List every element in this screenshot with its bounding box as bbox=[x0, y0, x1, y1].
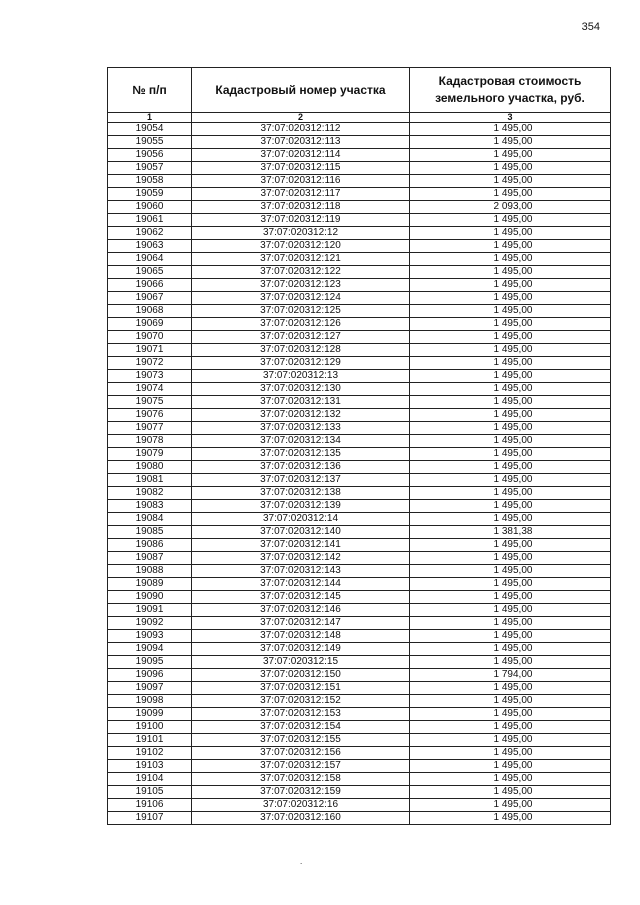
table-row bbox=[108, 682, 611, 695]
table-row bbox=[108, 630, 611, 643]
cadastral-number-cell: 37:07:020312:16 bbox=[192, 799, 410, 812]
table-row bbox=[108, 396, 611, 409]
cadastral-number-cell: 37:07:020312:153 bbox=[192, 708, 410, 721]
table-row bbox=[108, 461, 611, 474]
cadastral-cost-cell: 1 381,38 bbox=[410, 526, 611, 539]
table-row bbox=[108, 565, 611, 578]
cadastral-number-cell: 37:07:020312:154 bbox=[192, 721, 410, 734]
cadastral-number-cell: 37:07:020312:131 bbox=[192, 396, 410, 409]
row-number-cell: 19054 bbox=[108, 123, 192, 136]
table-row bbox=[108, 448, 611, 461]
cadastral-cost-cell: 1 495,00 bbox=[410, 500, 611, 513]
cadastral-cost-cell: 1 495,00 bbox=[410, 682, 611, 695]
cadastral-number-cell: 37:07:020312:134 bbox=[192, 435, 410, 448]
cadastral-number-cell: 37:07:020312:123 bbox=[192, 279, 410, 292]
row-number-cell: 19057 bbox=[108, 162, 192, 175]
cadastral-number-cell: 37:07:020312:136 bbox=[192, 461, 410, 474]
cadastral-cost-cell: 1 495,00 bbox=[410, 773, 611, 786]
row-number-cell: 19067 bbox=[108, 292, 192, 305]
cadastral-cost-cell: 1 495,00 bbox=[410, 760, 611, 773]
row-number-cell: 19065 bbox=[108, 266, 192, 279]
cadastral-cost-cell: 1 495,00 bbox=[410, 591, 611, 604]
table-row bbox=[108, 318, 611, 331]
table-row bbox=[108, 786, 611, 799]
cadastral-number-cell: 37:07:020312:117 bbox=[192, 188, 410, 201]
row-number-cell: 19096 bbox=[108, 669, 192, 682]
cadastral-cost-cell: 1 495,00 bbox=[410, 708, 611, 721]
table-row bbox=[108, 812, 611, 825]
cadastral-number-cell: 37:07:020312:149 bbox=[192, 643, 410, 656]
cadastral-cost-cell: 1 495,00 bbox=[410, 617, 611, 630]
cadastral-cost-cell: 1 495,00 bbox=[410, 578, 611, 591]
cadastral-number-cell: 37:07:020312:115 bbox=[192, 162, 410, 175]
cadastral-cost-cell: 1 495,00 bbox=[410, 643, 611, 656]
row-number-cell: 19072 bbox=[108, 357, 192, 370]
row-number-cell: 19095 bbox=[108, 656, 192, 669]
row-number-cell: 19061 bbox=[108, 214, 192, 227]
row-number-cell: 19070 bbox=[108, 331, 192, 344]
cadastral-cost-cell: 1 495,00 bbox=[410, 812, 611, 825]
row-number-cell: 19102 bbox=[108, 747, 192, 760]
row-number-cell: 19078 bbox=[108, 435, 192, 448]
cadastral-number-cell: 37:07:020312:152 bbox=[192, 695, 410, 708]
column-index-row bbox=[108, 113, 611, 123]
cadastral-cost-cell: 1 495,00 bbox=[410, 409, 611, 422]
cadastral-value-table bbox=[107, 67, 611, 825]
table-row bbox=[108, 331, 611, 344]
table-row bbox=[108, 370, 611, 383]
table-row bbox=[108, 747, 611, 760]
cadastral-number-cell: 37:07:020312:15 bbox=[192, 656, 410, 669]
row-number-cell: 19074 bbox=[108, 383, 192, 396]
cadastral-cost-cell: 1 495,00 bbox=[410, 318, 611, 331]
table-row bbox=[108, 175, 611, 188]
row-number-cell: 19068 bbox=[108, 305, 192, 318]
table-row bbox=[108, 409, 611, 422]
row-number-cell: 19088 bbox=[108, 565, 192, 578]
cadastral-number-cell: 37:07:020312:159 bbox=[192, 786, 410, 799]
row-number-cell: 19094 bbox=[108, 643, 192, 656]
header-row-number: № п/п bbox=[108, 68, 192, 113]
cadastral-cost-cell: 1 495,00 bbox=[410, 227, 611, 240]
row-number-cell: 19104 bbox=[108, 773, 192, 786]
column-index: 1 bbox=[108, 113, 192, 123]
row-number-cell: 19076 bbox=[108, 409, 192, 422]
row-number-cell: 19060 bbox=[108, 201, 192, 214]
row-number-cell: 19090 bbox=[108, 591, 192, 604]
table-row bbox=[108, 578, 611, 591]
cadastral-cost-cell: 1 495,00 bbox=[410, 383, 611, 396]
cadastral-cost-cell: 1 495,00 bbox=[410, 604, 611, 617]
table-row bbox=[108, 201, 611, 214]
row-number-cell: 19079 bbox=[108, 448, 192, 461]
cadastral-cost-cell: 1 495,00 bbox=[410, 149, 611, 162]
cadastral-cost-cell: 1 495,00 bbox=[410, 747, 611, 760]
cadastral-cost-cell: 1 495,00 bbox=[410, 721, 611, 734]
cadastral-number-cell: 37:07:020312:125 bbox=[192, 305, 410, 318]
row-number-cell: 19055 bbox=[108, 136, 192, 149]
cadastral-cost-cell: 1 495,00 bbox=[410, 474, 611, 487]
table-row bbox=[108, 344, 611, 357]
table-row bbox=[108, 279, 611, 292]
cadastral-cost-cell: 1 495,00 bbox=[410, 136, 611, 149]
cadastral-cost-cell: 1 495,00 bbox=[410, 188, 611, 201]
table-row bbox=[108, 721, 611, 734]
cadastral-cost-cell: 1 495,00 bbox=[410, 461, 611, 474]
row-number-cell: 19071 bbox=[108, 344, 192, 357]
cadastral-number-cell: 37:07:020312:13 bbox=[192, 370, 410, 383]
cadastral-number-cell: 37:07:020312:160 bbox=[192, 812, 410, 825]
cadastral-cost-cell: 1 495,00 bbox=[410, 487, 611, 500]
cadastral-number-cell: 37:07:020312:137 bbox=[192, 474, 410, 487]
row-number-cell: 19100 bbox=[108, 721, 192, 734]
cadastral-cost-cell: 1 495,00 bbox=[410, 357, 611, 370]
cadastral-number-cell: 37:07:020312:116 bbox=[192, 175, 410, 188]
table-row bbox=[108, 422, 611, 435]
row-number-cell: 19103 bbox=[108, 760, 192, 773]
cadastral-cost-cell: 1 495,00 bbox=[410, 240, 611, 253]
table-row bbox=[108, 227, 611, 240]
row-number-cell: 19101 bbox=[108, 734, 192, 747]
cadastral-number-cell: 37:07:020312:132 bbox=[192, 409, 410, 422]
cadastral-cost-cell: 1 495,00 bbox=[410, 331, 611, 344]
row-number-cell: 19080 bbox=[108, 461, 192, 474]
page-number: 354 bbox=[581, 21, 600, 33]
row-number-cell: 19056 bbox=[108, 149, 192, 162]
cadastral-number-cell: 37:07:020312:124 bbox=[192, 292, 410, 305]
cadastral-cost-cell: 1 495,00 bbox=[410, 305, 611, 318]
cadastral-number-cell: 37:07:020312:112 bbox=[192, 123, 410, 136]
row-number-cell: 19107 bbox=[108, 812, 192, 825]
table-row bbox=[108, 604, 611, 617]
row-number-cell: 19058 bbox=[108, 175, 192, 188]
cadastral-cost-cell: 1 495,00 bbox=[410, 253, 611, 266]
table-row bbox=[108, 617, 611, 630]
row-number-cell: 19091 bbox=[108, 604, 192, 617]
row-number-cell: 19105 bbox=[108, 786, 192, 799]
cadastral-number-cell: 37:07:020312:140 bbox=[192, 526, 410, 539]
table-row bbox=[108, 305, 611, 318]
row-number-cell: 19069 bbox=[108, 318, 192, 331]
cadastral-number-cell: 37:07:020312:14 bbox=[192, 513, 410, 526]
cadastral-cost-cell: 1 495,00 bbox=[410, 695, 611, 708]
cadastral-cost-cell: 2 093,00 bbox=[410, 201, 611, 214]
table-row bbox=[108, 526, 611, 539]
cadastral-cost-cell: 1 495,00 bbox=[410, 656, 611, 669]
cadastral-number-cell: 37:07:020312:113 bbox=[192, 136, 410, 149]
row-number-cell: 19073 bbox=[108, 370, 192, 383]
table-row bbox=[108, 487, 611, 500]
cadastral-number-cell: 37:07:020312:155 bbox=[192, 734, 410, 747]
cadastral-number-cell: 37:07:020312:148 bbox=[192, 630, 410, 643]
table-row bbox=[108, 500, 611, 513]
cadastral-number-cell: 37:07:020312:139 bbox=[192, 500, 410, 513]
cadastral-number-cell: 37:07:020312:144 bbox=[192, 578, 410, 591]
row-number-cell: 19062 bbox=[108, 227, 192, 240]
table-row bbox=[108, 188, 611, 201]
header-cadastral-number: Кадастровый номер участка bbox=[192, 68, 410, 113]
row-number-cell: 19106 bbox=[108, 799, 192, 812]
table-row bbox=[108, 240, 611, 253]
row-number-cell: 19064 bbox=[108, 253, 192, 266]
cadastral-cost-cell: 1 794,00 bbox=[410, 669, 611, 682]
cadastral-cost-cell: 1 495,00 bbox=[410, 422, 611, 435]
table-row bbox=[108, 669, 611, 682]
cadastral-number-cell: 37:07:020312:138 bbox=[192, 487, 410, 500]
row-number-cell: 19063 bbox=[108, 240, 192, 253]
row-number-cell: 19085 bbox=[108, 526, 192, 539]
cadastral-cost-cell: 1 495,00 bbox=[410, 734, 611, 747]
row-number-cell: 19086 bbox=[108, 539, 192, 552]
cadastral-number-cell: 37:07:020312:143 bbox=[192, 565, 410, 578]
cadastral-number-cell: 37:07:020312:120 bbox=[192, 240, 410, 253]
row-number-cell: 19087 bbox=[108, 552, 192, 565]
cadastral-number-cell: 37:07:020312:121 bbox=[192, 253, 410, 266]
cadastral-cost-cell: 1 495,00 bbox=[410, 630, 611, 643]
table-row bbox=[108, 162, 611, 175]
table-row bbox=[108, 474, 611, 487]
table-row bbox=[108, 435, 611, 448]
table-row bbox=[108, 123, 611, 136]
table-row bbox=[108, 266, 611, 279]
cadastral-cost-cell: 1 495,00 bbox=[410, 123, 611, 136]
cadastral-cost-cell: 1 495,00 bbox=[410, 279, 611, 292]
cadastral-number-cell: 37:07:020312:135 bbox=[192, 448, 410, 461]
cadastral-cost-cell: 1 495,00 bbox=[410, 565, 611, 578]
table-row bbox=[108, 383, 611, 396]
table-body bbox=[108, 123, 611, 825]
cadastral-number-cell: 37:07:020312:12 bbox=[192, 227, 410, 240]
cadastral-number-cell: 37:07:020312:150 bbox=[192, 669, 410, 682]
row-number-cell: 19089 bbox=[108, 578, 192, 591]
cadastral-number-cell: 37:07:020312:133 bbox=[192, 422, 410, 435]
cadastral-cost-cell: 1 495,00 bbox=[410, 539, 611, 552]
cadastral-number-cell: 37:07:020312:147 bbox=[192, 617, 410, 630]
cadastral-cost-cell: 1 495,00 bbox=[410, 344, 611, 357]
column-index: 3 bbox=[410, 113, 611, 123]
cadastral-cost-cell: 1 495,00 bbox=[410, 214, 611, 227]
table-row bbox=[108, 695, 611, 708]
cadastral-number-cell: 37:07:020312:128 bbox=[192, 344, 410, 357]
cadastral-number-cell: 37:07:020312:114 bbox=[192, 149, 410, 162]
table-row bbox=[108, 136, 611, 149]
cadastral-cost-cell: 1 495,00 bbox=[410, 786, 611, 799]
cadastral-number-cell: 37:07:020312:145 bbox=[192, 591, 410, 604]
row-number-cell: 19092 bbox=[108, 617, 192, 630]
cadastral-number-cell: 37:07:020312:157 bbox=[192, 760, 410, 773]
table-row bbox=[108, 513, 611, 526]
table-row bbox=[108, 656, 611, 669]
row-number-cell: 19081 bbox=[108, 474, 192, 487]
table-row bbox=[108, 760, 611, 773]
cadastral-number-cell: 37:07:020312:126 bbox=[192, 318, 410, 331]
row-number-cell: 19098 bbox=[108, 695, 192, 708]
row-number-cell: 19077 bbox=[108, 422, 192, 435]
row-number-cell: 19083 bbox=[108, 500, 192, 513]
table-row bbox=[108, 214, 611, 227]
cadastral-number-cell: 37:07:020312:156 bbox=[192, 747, 410, 760]
table-row bbox=[108, 708, 611, 721]
cadastral-cost-cell: 1 495,00 bbox=[410, 162, 611, 175]
row-number-cell: 19059 bbox=[108, 188, 192, 201]
table-row bbox=[108, 149, 611, 162]
cadastral-cost-cell: 1 495,00 bbox=[410, 266, 611, 279]
header-cadastral-cost: Кадастровая стоимость земельного участка, руб. bbox=[410, 68, 611, 113]
cadastral-cost-cell: 1 495,00 bbox=[410, 799, 611, 812]
cadastral-number-cell: 37:07:020312:119 bbox=[192, 214, 410, 227]
row-number-cell: 19099 bbox=[108, 708, 192, 721]
cadastral-number-cell: 37:07:020312:141 bbox=[192, 539, 410, 552]
column-index: 2 bbox=[192, 113, 410, 123]
cadastral-number-cell: 37:07:020312:129 bbox=[192, 357, 410, 370]
row-number-cell: 19093 bbox=[108, 630, 192, 643]
cadastral-number-cell: 37:07:020312:127 bbox=[192, 331, 410, 344]
cadastral-cost-cell: 1 495,00 bbox=[410, 513, 611, 526]
cadastral-cost-cell: 1 495,00 bbox=[410, 370, 611, 383]
table-row bbox=[108, 591, 611, 604]
cadastral-number-cell: 37:07:020312:130 bbox=[192, 383, 410, 396]
cadastral-cost-cell: 1 495,00 bbox=[410, 396, 611, 409]
cadastral-number-cell: 37:07:020312:158 bbox=[192, 773, 410, 786]
table-row bbox=[108, 253, 611, 266]
cadastral-cost-cell: 1 495,00 bbox=[410, 435, 611, 448]
cadastral-number-cell: 37:07:020312:146 bbox=[192, 604, 410, 617]
cadastral-cost-cell: 1 495,00 bbox=[410, 175, 611, 188]
table-row bbox=[108, 552, 611, 565]
cadastral-number-cell: 37:07:020312:118 bbox=[192, 201, 410, 214]
table-row bbox=[108, 292, 611, 305]
table-header-row bbox=[108, 68, 611, 113]
row-number-cell: 19084 bbox=[108, 513, 192, 526]
cadastral-cost-cell: 1 495,00 bbox=[410, 292, 611, 305]
row-number-cell: 19066 bbox=[108, 279, 192, 292]
table-row bbox=[108, 799, 611, 812]
footer-mark: . bbox=[300, 857, 303, 866]
table-row bbox=[108, 643, 611, 656]
row-number-cell: 19075 bbox=[108, 396, 192, 409]
cadastral-cost-cell: 1 495,00 bbox=[410, 552, 611, 565]
table-row bbox=[108, 539, 611, 552]
cadastral-cost-cell: 1 495,00 bbox=[410, 448, 611, 461]
cadastral-number-cell: 37:07:020312:142 bbox=[192, 552, 410, 565]
row-number-cell: 19097 bbox=[108, 682, 192, 695]
cadastral-number-cell: 37:07:020312:122 bbox=[192, 266, 410, 279]
table-row bbox=[108, 357, 611, 370]
table-row bbox=[108, 734, 611, 747]
table-row bbox=[108, 773, 611, 786]
row-number-cell: 19082 bbox=[108, 487, 192, 500]
cadastral-number-cell: 37:07:020312:151 bbox=[192, 682, 410, 695]
